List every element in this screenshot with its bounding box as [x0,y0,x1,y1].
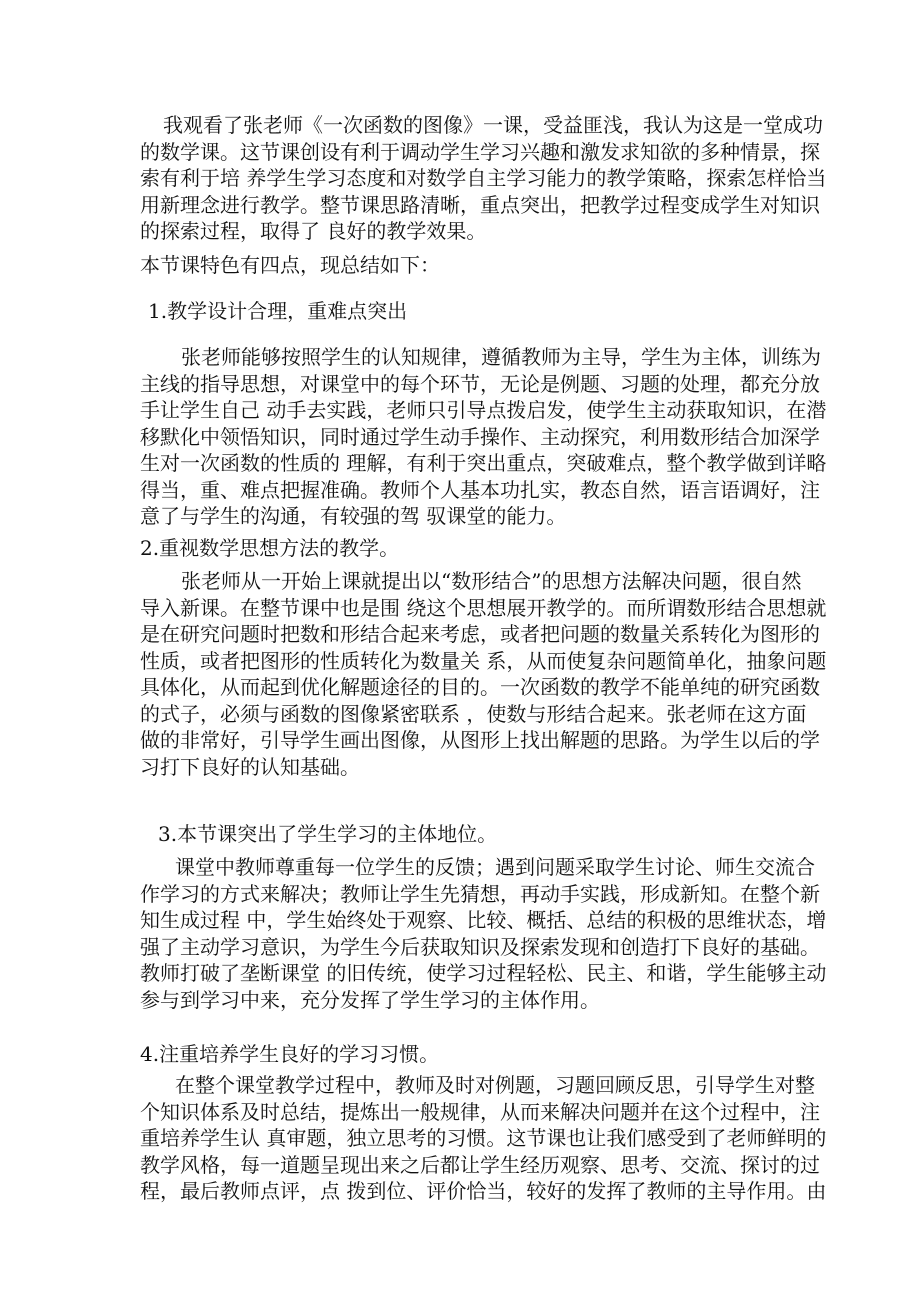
text-line: 手让学生自己 动手去实践，老师只引导点拨启发，使学生主动获取知识，在潜 [140,398,827,422]
text-line: 意了与学生的沟通，有较强的驾 驭课堂的能力。 [140,504,567,528]
text-line: 习打下良好的认知基础。 [140,754,360,779]
text-line: 强了主动学习意识，为学生今后获取知识及探索发现和创造打下良好的基础。 [140,934,820,959]
text-line: 教师打破了垄断课堂 的旧传统，使学习过程轻松、民主、和谐，学生能够主动 [140,961,827,985]
text-line: 具体化，从而起到优化解题途径的目的。一次函数的教学不能单纯的研究函数 [140,675,820,699]
paragraph-section-4 [140,1072,827,1205]
text-line: 得当，重、难点把握准确。教师个人基本功扎实，教态自然，语言语调好，注 [140,477,820,502]
summary-heading: 本节课特色有四点，现总结如下： [140,253,440,277]
text-line: 的探索过程，取得了 良好的教学效果。 [140,219,487,243]
text-line: 的数学课。这节课创设有利于调动学生学习兴趣和激发求知欲的多种情景，探 [140,139,820,164]
section-heading-4: 4.注重培养学生良好的学习习惯。 [140,1042,440,1066]
text-line: 重培养学生认 真审题，独立思考的习惯。这节课也让我们感受到了老师鲜明的 [140,1126,827,1150]
paragraph-section-2 [140,568,827,780]
text-line: 的式子，必须与函数的图像紧密联系 ，使数与形结合起来。张老师在这方面 [140,701,807,726]
paragraph-intro [140,112,827,245]
section-heading-3: 3.本节课突出了学生学习的主体地位。 [158,822,498,846]
text-line: 参与到学习中来，充分发挥了学生学习的主体作用。 [140,987,600,1012]
text-line: 是在研究问题时把数和形结合起来考虑，或者把问题的数量关系转化为图形的 [140,622,820,646]
text-line: 用新理念进行教学。整节课思路清晰，重点突出，把教学过程变成学生对知识 [140,192,820,217]
paragraph-section-3 [140,854,827,1013]
text-line: 张老师从一开始上课就提出以“数形结合”的思想方法解决问题，很自然 [181,569,802,593]
section-heading-1: 1.教学设计合理，重难点突出 [148,299,408,323]
text-line: 程，最后教师点评，点 拨到位、评价恰当，较好的发挥了教师的主导作用。由 [140,1179,827,1203]
paragraph-section-1 [140,344,827,530]
text-line: 我观看了张老师《一次函数的图像》一课，受益匪浅，我认为这是一堂成功 [163,113,823,137]
text-line: 生对一次函数的性质的 理解，有利于突出重点，突破难点，整个教学做到详略 [140,451,827,475]
text-line: 知生成过程 中，学生始终处于观察、比较、概括、总结的积极的思维状态，增 [140,908,827,932]
text-line: 作学习的方式来解决；教师让学生先猜想，再动手实践，形成新知。在整个新 [140,881,820,906]
text-line: 做的非常好，引导学生画出图像，从图形上找出解题的思路。为学生以后的学 [140,728,820,752]
text-line: 索有利于培 养学生学习态度和对数学自主学习能力的教学策略，探索怎样恰当 [140,166,827,190]
text-line: 移默化中领悟知识，同时通过学生动手操作、主动探究，利用数形结合加深学 [140,424,820,449]
text-line: 张老师能够按照学生的认知规律，遵循教师为主导，学生为主体，训练为 [181,345,821,369]
text-line: 主线的指导思想，对课堂中的每个环节，无论是例题、习题的处理，都充分放 [140,371,820,396]
text-line: 在整个课堂教学过程中，教师及时对例题，习题回顾反思，引导学生对整 [175,1073,815,1097]
text-line: 课堂中教师尊重每一位学生的反馈；遇到问题采取学生讨论、师生交流合 [175,855,815,879]
text-line: 性质，或者把图形的性质转化为数量关 系，从而使复杂问题简单化，抽象问题 [140,648,827,673]
text-line: 教学风格，每一道题呈现出来之后都让学生经历观察、思考、交流、探讨的过 [140,1152,820,1177]
text-line: 个知识体系及时总结，提炼出一般规律，从而来解决问题并在这个过程中，注 [140,1099,820,1124]
text-line: 导入新课。在整节课中也是围 绕这个思想展开教学的。而所谓数形结合思想就 [140,595,827,620]
section-heading-2: 2.重视数学思想方法的教学。 [140,536,400,560]
